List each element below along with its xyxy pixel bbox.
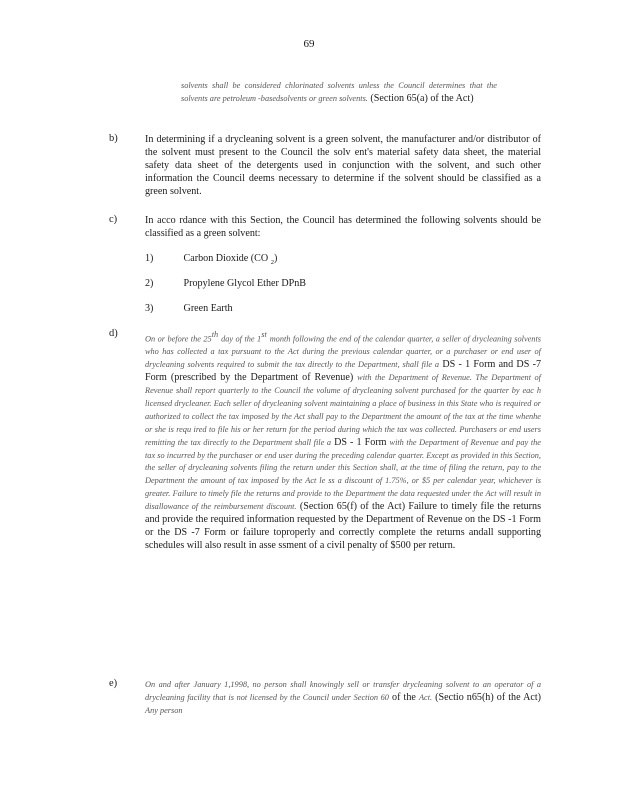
- item-c-paragraph: [145, 214, 541, 240]
- item-d-form-reference: DS - 1 Form and DS -7 Form (prescribed by the Department of Revenue): [145, 359, 541, 384]
- item-c-marker: c): [109, 214, 118, 225]
- list-item-subscript: 2: [270, 259, 274, 267]
- list-item-label: Carbon Dioxide (CO: [183, 253, 269, 264]
- list-item-suffix: ): [273, 253, 278, 264]
- list-item: [145, 253, 277, 266]
- list-item-number: 1): [145, 253, 154, 264]
- item-b-text: In determining if a drycleaning solvent is a green solvent, the manufacturer and/or distributor of the solvent must present to the Council the solv ent's material safety data sheet, the material safety data sheet of the detergents used in conjunction with the solvent, and such other information the Council deems necessary to determine if the solvent should be classified as a green solvent.: [145, 134, 541, 197]
- list-item-label: Propylene Glycol Ether DPnB: [183, 278, 307, 289]
- item-e-text-1: On and after January 1,1998, no person shall knowingly sell or transfer drycleaning solvent to an operator of a drycleaning facility that is not licensed by the Council under Section 60: [145, 680, 541, 702]
- item-d-text-2: day of the 1: [221, 334, 262, 344]
- item-e-marker: e): [109, 678, 118, 689]
- item-d-sup-2: st: [261, 330, 267, 339]
- item-e-citation: (Sectio n65(h) of the Act): [435, 692, 542, 703]
- list-item: [145, 278, 306, 289]
- item-d-text-3: month following the end of the calendar quarter, a seller of drycleaning solvents who has collected a tax pursuant to the Act during the previous calendar quarter, or a purchaser or end user of drycleaning solvents required to submit the tax directly to the Department, shall file a: [145, 334, 541, 370]
- intro-italic-text: solvents shall be considered chlorinated solvents unless the Council determines that the solvents are petroleum -basedsolvents or green solvents.: [181, 81, 497, 103]
- item-e-text-2: of the: [392, 692, 416, 703]
- page-number: 69: [303, 38, 315, 50]
- item-d-text-1: On or before the 25: [145, 334, 212, 344]
- item-e-text-3: Act.: [418, 693, 433, 702]
- list-item-label: Green Earth: [183, 303, 233, 314]
- intro-paragraph: [181, 80, 497, 105]
- intro-citation: (Section 65(a) of the Act): [370, 92, 474, 104]
- item-d-text-7: with the Department of Revenue and pay the tax so incurred by the purchaser or end user during the preceding calendar quarter. Except as provided in this Section, the seller of drycleaning solvents filing the return under this Section shall, at the time of filing the return, pay to the Department the amount of tax imposed by the Act le ss a discount of 1.75%, or $5 per calendar year, whichever is greater. Failure to timely file the returns and provide to the Department the data requested under the Act will result in disallowance of the reimbursement discount.: [145, 437, 541, 512]
- item-b-marker: b): [109, 133, 118, 144]
- item-d-form-reference-2: DS - 1 Form: [334, 436, 387, 448]
- item-b-paragraph: [145, 133, 541, 198]
- item-e-paragraph: [145, 678, 541, 717]
- list-item-number: 2): [145, 278, 154, 289]
- list-item-number: 3): [145, 303, 154, 314]
- item-d-text-5: with the Department of Revenue. The Department of Revenue shall report quarterly to the Council the volume of drycleaning solvent purchased for the quarter by eac h licensed drycleaner. Each seller of drycleaning solvent maintaining a place of business in this State who is required or authorized to collect the tax imposed by the Act shall pay to the Department the amount of the tax at the time whenhe or she is requ ired to file his or her return for the period during which the tax was collected. Purchasers or end users remitting the tax directly to the Department shall file a: [145, 373, 541, 447]
- list-item: [145, 303, 233, 314]
- item-d-citation-and-penalty: (Section 65(f) of the Act) Failure to timely file the returns and provide the required information requested by the Department of Revenue on the DS -1 Form or the DS -7 Form or failure toproperly and correctly complete the returns andall supporting schedules will also result in asse ssment of a civil penalty of $500 per return.: [145, 501, 542, 551]
- item-e-text-5: Any person: [145, 706, 183, 715]
- item-d-paragraph: [145, 329, 541, 553]
- item-c-text: In acco rdance with this Section, the Council has determined the following solvents should be classified as a green solvent:: [145, 215, 541, 239]
- item-d-marker: d): [109, 328, 118, 339]
- item-d-sup-1: th: [211, 330, 219, 339]
